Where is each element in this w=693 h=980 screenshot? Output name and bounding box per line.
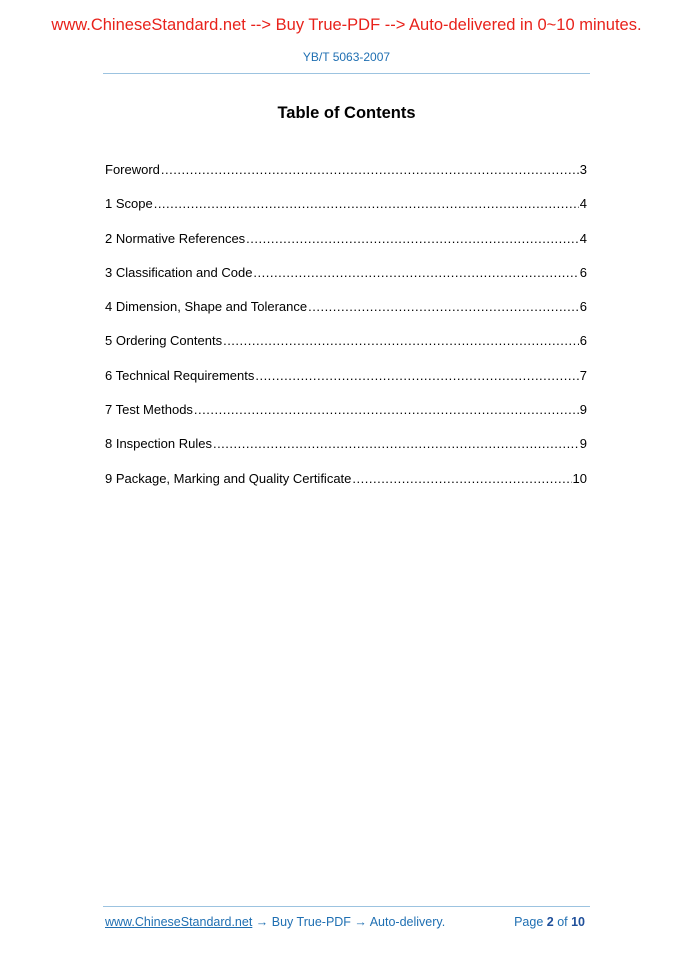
page-prefix: Page [514,915,547,929]
toc-entry-label: 7 Test Methods [105,402,193,418]
toc-entry-normative-references[interactable] [105,229,587,263]
toc-leader-dots [161,160,579,180]
toc-entry-page: 7 [579,367,587,383]
toc-entry-label: Foreword [105,162,160,177]
toc-entry-page: 9 [579,436,587,452]
toc-entry-page: 4 [579,196,587,212]
toc-entry-test-methods[interactable] [105,400,587,434]
toc-entry-foreword[interactable] [105,160,587,194]
page-current: 2 [546,915,554,929]
toc-entry-package-marking-certificate[interactable] [105,469,587,503]
toc-entry-page: 10 [572,470,587,486]
toc-leader-dots [308,297,579,317]
footer-divider [103,906,590,907]
toc-list [105,160,587,503]
toc-entry-scope[interactable] [105,194,587,228]
toc-entry-page: 4 [579,230,587,246]
toc-leader-dots [255,366,578,386]
toc-entry-dimension-shape-tolerance[interactable] [105,297,587,331]
toc-entry-technical-requirements[interactable] [105,366,587,400]
page-mid: of [553,915,572,929]
toc-entry-page: 6 [579,264,587,280]
toc-title: Table of Contents [277,104,416,122]
toc-entry-page: 6 [579,299,587,315]
toc-entry-label: 4 Dimension, Shape and Tolerance [105,299,308,315]
toc-entry-label: 8 Inspection Rules [105,436,212,452]
toc-entry-ordering-contents[interactable] [105,331,587,365]
toc-leader-dots [352,469,571,489]
page-total: 10 [571,915,585,929]
toc-entry-label: 5 Ordering Contents [105,333,223,349]
toc-leader-dots [213,434,579,454]
page-footer [105,915,585,929]
toc-entry-classification-and-code[interactable] [105,263,587,297]
toc-entry-page: 6 [579,333,587,349]
footer-left [105,915,445,929]
promo-banner: www.ChineseStandard.net --> Buy True-PDF --> Auto-delivered in 0~10 minutes. [51,16,642,34]
toc-entry-label: 6 Technical Requirements [105,367,255,383]
toc-leader-dots [194,400,579,420]
toc-entry-page: 9 [579,402,587,418]
toc-entry-label: 3 Classification and Code [105,264,253,280]
footer-site-link[interactable]: www.ChineseStandard.net [105,915,253,929]
page-number [514,915,585,929]
footer-tail-text: → Buy True-PDF → Auto-delivery. [252,915,446,929]
toc-leader-dots [223,331,579,351]
toc-entry-page: 3 [579,162,587,177]
toc-entry-label: 2 Normative References [105,230,246,246]
toc-leader-dots [246,229,579,249]
toc-leader-dots [154,194,579,214]
toc-leader-dots [253,263,578,283]
toc-entry-label: 1 Scope [105,196,153,212]
standard-code: YB/T 5063-2007 [302,50,391,64]
toc-entry-label: 9 Package, Marking and Quality Certificate [105,470,352,486]
header-divider [103,73,590,74]
toc-entry-inspection-rules[interactable] [105,434,587,468]
